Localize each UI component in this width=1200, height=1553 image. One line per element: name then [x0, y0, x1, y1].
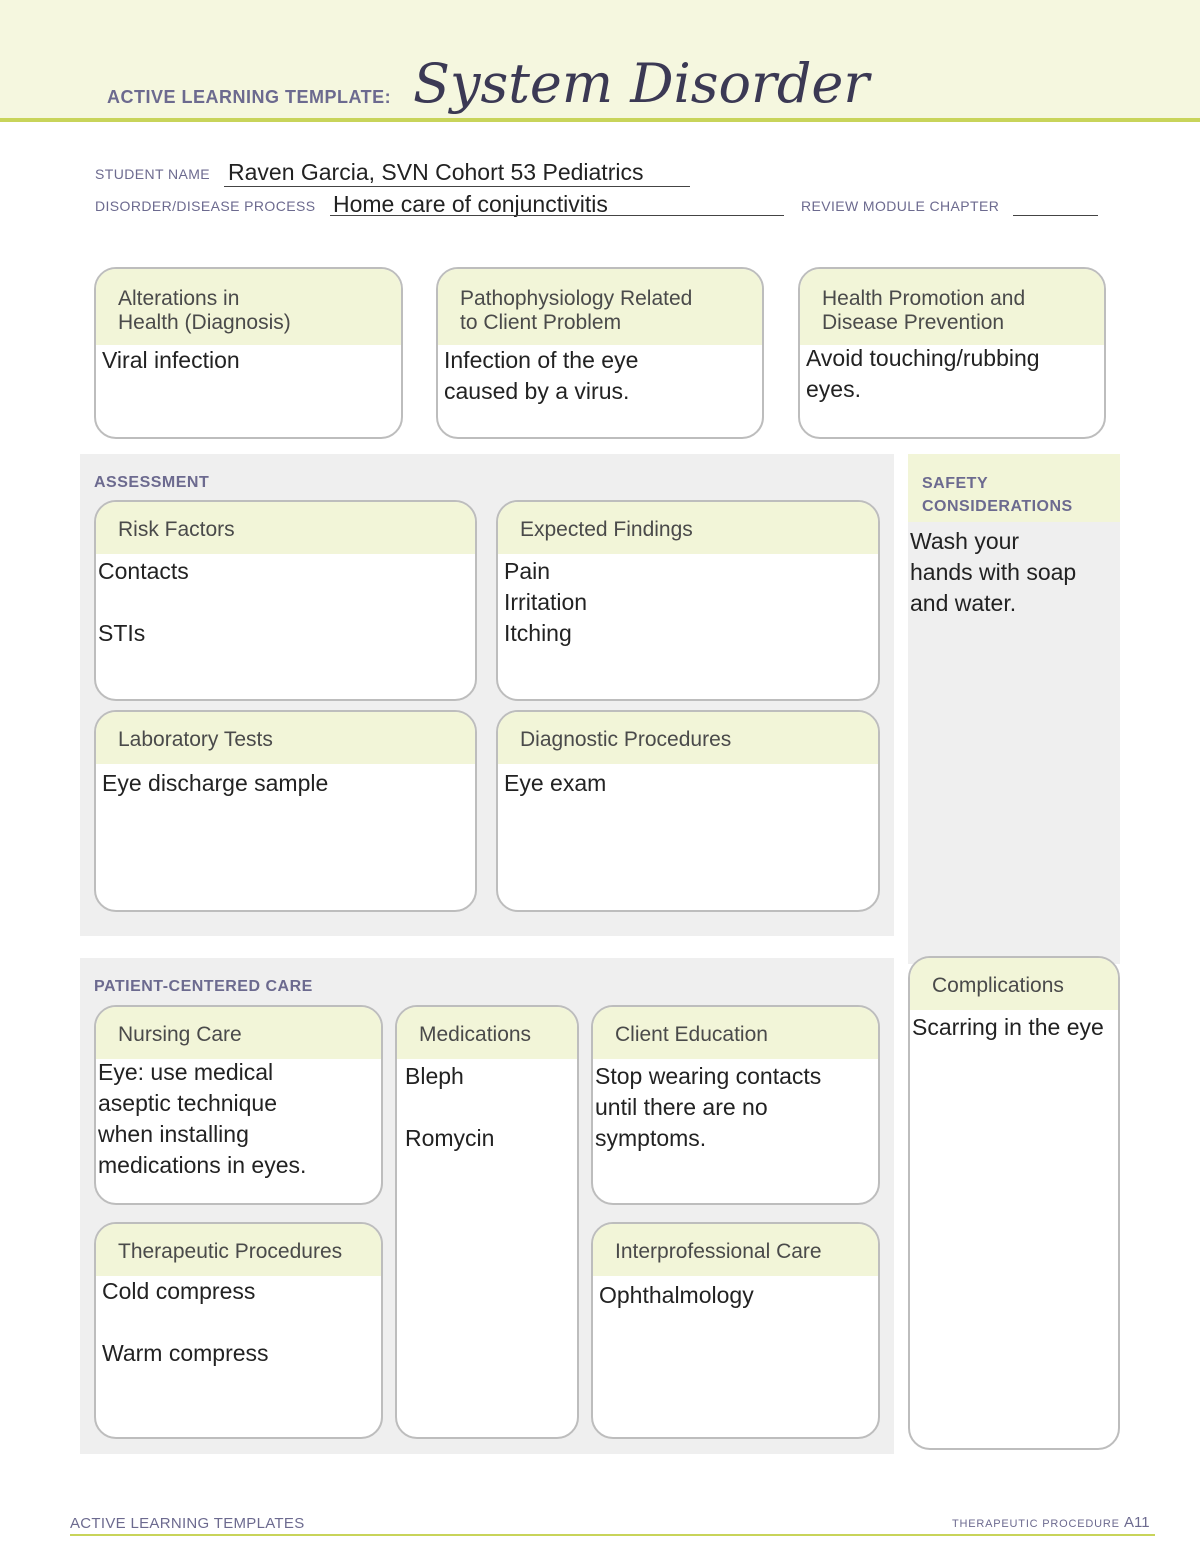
assessment-title: ASSESSMENT — [94, 474, 210, 491]
diagnostic-procedures-title: Diagnostic Procedures — [498, 712, 878, 764]
pathophysiology-box — [436, 267, 764, 439]
medications-content[interactable]: Bleph Romycin — [405, 1063, 495, 1151]
pathophysiology-title: Pathophysiology Related to Client Problem — [438, 269, 762, 345]
footer-left-text: ACTIVE LEARNING TEMPLATES — [70, 1515, 305, 1532]
review-module-underline — [1013, 215, 1098, 216]
expected-findings-box — [496, 500, 880, 701]
student-name-label: STUDENT NAME — [95, 166, 210, 182]
safety-panel — [908, 454, 1120, 964]
health-promotion-box — [798, 267, 1106, 439]
template-prefix: ACTIVE LEARNING TEMPLATE: — [107, 87, 392, 107]
nursing-care-content[interactable]: Eye: use medical aseptic technique when installing medications in eyes. — [98, 1059, 307, 1178]
header-banner — [0, 0, 1200, 122]
disorder-field[interactable]: Home care of conjunctivitis — [333, 191, 608, 217]
complications-content[interactable]: Scarring in the eye — [912, 1014, 1104, 1040]
client-education-content[interactable]: Stop wearing contacts until there are no symptoms. — [595, 1063, 822, 1151]
client-education-title: Client Education — [593, 1007, 878, 1059]
health-promotion-title: Health Promotion and Disease Prevention — [800, 269, 1104, 345]
risk-factors-box — [94, 500, 477, 701]
interprofessional-care-title: Interprofessional Care — [593, 1224, 878, 1276]
health-promotion-content[interactable]: Avoid touching/rubbing eyes. — [806, 345, 1040, 402]
safety-content[interactable]: Wash your hands with soap and water. — [910, 528, 1077, 616]
therapeutic-procedures-content[interactable]: Cold compress Warm compress — [102, 1278, 269, 1366]
patient-centered-care-title: PATIENT-CENTERED CARE — [94, 978, 313, 995]
expected-findings-title: Expected Findings — [498, 502, 878, 554]
therapeutic-procedures-title: Therapeutic Procedures — [96, 1224, 381, 1276]
complications-box — [908, 956, 1120, 1450]
complications-title: Complications — [910, 958, 1118, 1010]
student-name-field[interactable]: Raven Garcia, SVN Cohort 53 Pediatrics — [228, 159, 644, 185]
alterations-in-health-content[interactable]: Viral infection — [102, 347, 240, 373]
footer-right-text: THERAPEUTIC PROCEDURE — [952, 1518, 1120, 1530]
medications-box — [395, 1005, 579, 1439]
laboratory-tests-title: Laboratory Tests — [96, 712, 475, 764]
diagnostic-procedures-box — [496, 710, 880, 912]
student-name-underline — [224, 186, 690, 187]
interprofessional-care-content[interactable]: Ophthalmology — [599, 1282, 754, 1308]
alterations-in-health-title: Alterations in Health (Diagnosis) — [96, 269, 401, 345]
therapeutic-procedures-box — [94, 1222, 383, 1439]
diagnostic-procedures-content[interactable]: Eye exam — [504, 770, 607, 796]
footer-page-number: A11 — [1124, 1514, 1150, 1531]
pathophysiology-content[interactable]: Infection of the eye caused by a virus. — [444, 347, 639, 404]
safety-title: SAFETY CONSIDERATIONS — [922, 475, 1073, 515]
medications-title: Medications — [397, 1007, 577, 1059]
nursing-care-title: Nursing Care — [96, 1007, 381, 1059]
laboratory-tests-box — [94, 710, 477, 912]
risk-factors-title: Risk Factors — [96, 502, 475, 554]
nursing-care-box — [94, 1005, 383, 1205]
interprofessional-care-box — [591, 1222, 880, 1439]
disorder-label: DISORDER/DISEASE PROCESS — [95, 198, 316, 214]
footer-divider — [70, 1534, 1155, 1536]
risk-factors-content[interactable]: Contacts STIs — [98, 558, 189, 646]
laboratory-tests-content[interactable]: Eye discharge sample — [102, 770, 329, 796]
client-education-box — [591, 1005, 880, 1205]
review-module-label: REVIEW MODULE CHAPTER — [801, 198, 1000, 214]
alterations-in-health-box — [94, 267, 403, 439]
template-title: System Disorder — [413, 52, 870, 115]
expected-findings-content[interactable]: Pain Irritation Itching — [504, 558, 588, 646]
disorder-underline — [330, 215, 784, 216]
